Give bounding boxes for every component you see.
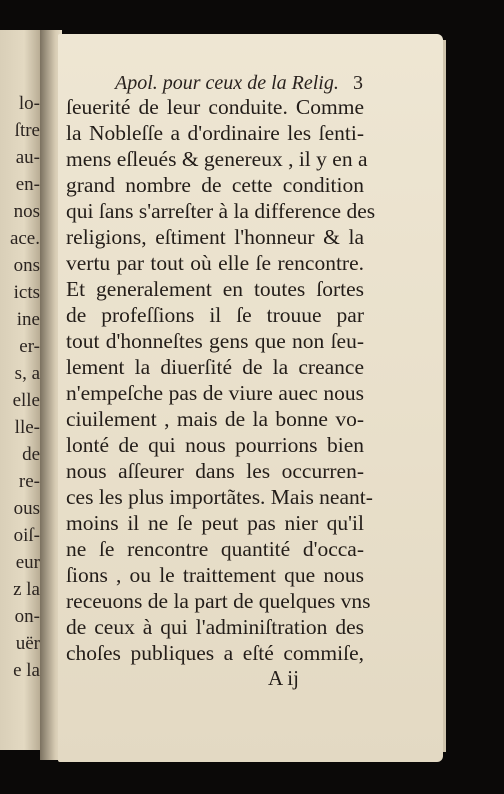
text-line: lonté de qui nous pourrions bien <box>66 433 364 457</box>
left-page-fragment: nos <box>13 201 40 222</box>
text-line: n'empeſche pas de viure auec nous <box>66 381 364 405</box>
text-line: ſeuerité de leur conduite. Comme <box>66 95 364 119</box>
text-line: de profeſſions il ſe trouue par <box>66 303 364 327</box>
left-page-fragment: ons <box>13 255 40 276</box>
text-line: de ceux à qui l'adminiſtration des <box>66 615 364 639</box>
text-line: mens eſleués & genereux , il y en a <box>66 147 368 171</box>
running-title: Apol. pour ceux de la Relig. <box>115 72 339 94</box>
text-line: moins il ne ſe peut pas nier qu'il <box>66 511 364 535</box>
text-line: lement la diuerſité de la creance <box>66 355 364 379</box>
left-page-fragment: on- <box>14 606 40 627</box>
left-page <box>0 30 40 750</box>
left-page-fragment: lle- <box>14 417 40 438</box>
text-line: ſions , ou le traittement que nous <box>66 563 364 587</box>
left-page-fragment: ſtre <box>14 120 40 141</box>
left-page-fragment: eur <box>15 552 40 573</box>
text-line: vertu par tout où elle ſe rencontre. <box>66 251 364 275</box>
text-line: tout d'honneſtes gens que non ſeu- <box>66 329 364 353</box>
text-line: la Nobleſſe a d'ordinaire les ſenti- <box>66 121 364 145</box>
left-page-fragment: icts <box>13 282 40 303</box>
left-page-fragment: ine <box>16 309 40 330</box>
page-number: 3 <box>353 72 363 94</box>
text-line: ciuilement , mais de la bonne vo- <box>66 407 364 431</box>
left-page-fragment: re- <box>18 471 40 492</box>
text-line: religions, eſtiment l'honneur & la <box>66 225 364 249</box>
left-page-fragment: ous <box>13 498 40 519</box>
signature-mark: A ij <box>268 666 299 690</box>
left-page-fragment: uër <box>15 633 40 654</box>
left-page-fragment: de <box>22 444 40 465</box>
left-page-fragment: ace. <box>9 228 40 249</box>
text-line: nous aſſeurer dans les occurren- <box>66 459 364 483</box>
left-page-fragment: en- <box>15 174 40 195</box>
left-page-fragment: z la <box>13 579 40 600</box>
left-page-fragment: oiſ- <box>13 525 40 546</box>
left-page-fragment: elle <box>12 390 40 411</box>
text-line: ne ſe rencontre quantité d'occa- <box>66 537 364 561</box>
text-line: receuons de la part de quelques vns <box>66 589 371 613</box>
left-page-fragment: er- <box>19 336 40 357</box>
text-line: choſes publiques a eſté commiſe, <box>66 641 364 665</box>
text-line: ces les plus importãtes. Mais neant- <box>66 485 373 509</box>
left-page-fragment: lo- <box>18 93 40 114</box>
left-page-fragment: au- <box>15 147 40 168</box>
text-line: Et generalement en toutes ſortes <box>66 277 364 301</box>
text-line: grand nombre de cette condition <box>66 173 364 197</box>
left-page-fragment: s, a <box>14 363 40 384</box>
left-page-fragment: e la <box>13 660 40 681</box>
text-line: qui ſans s'arreſter à la difference des <box>66 199 376 223</box>
